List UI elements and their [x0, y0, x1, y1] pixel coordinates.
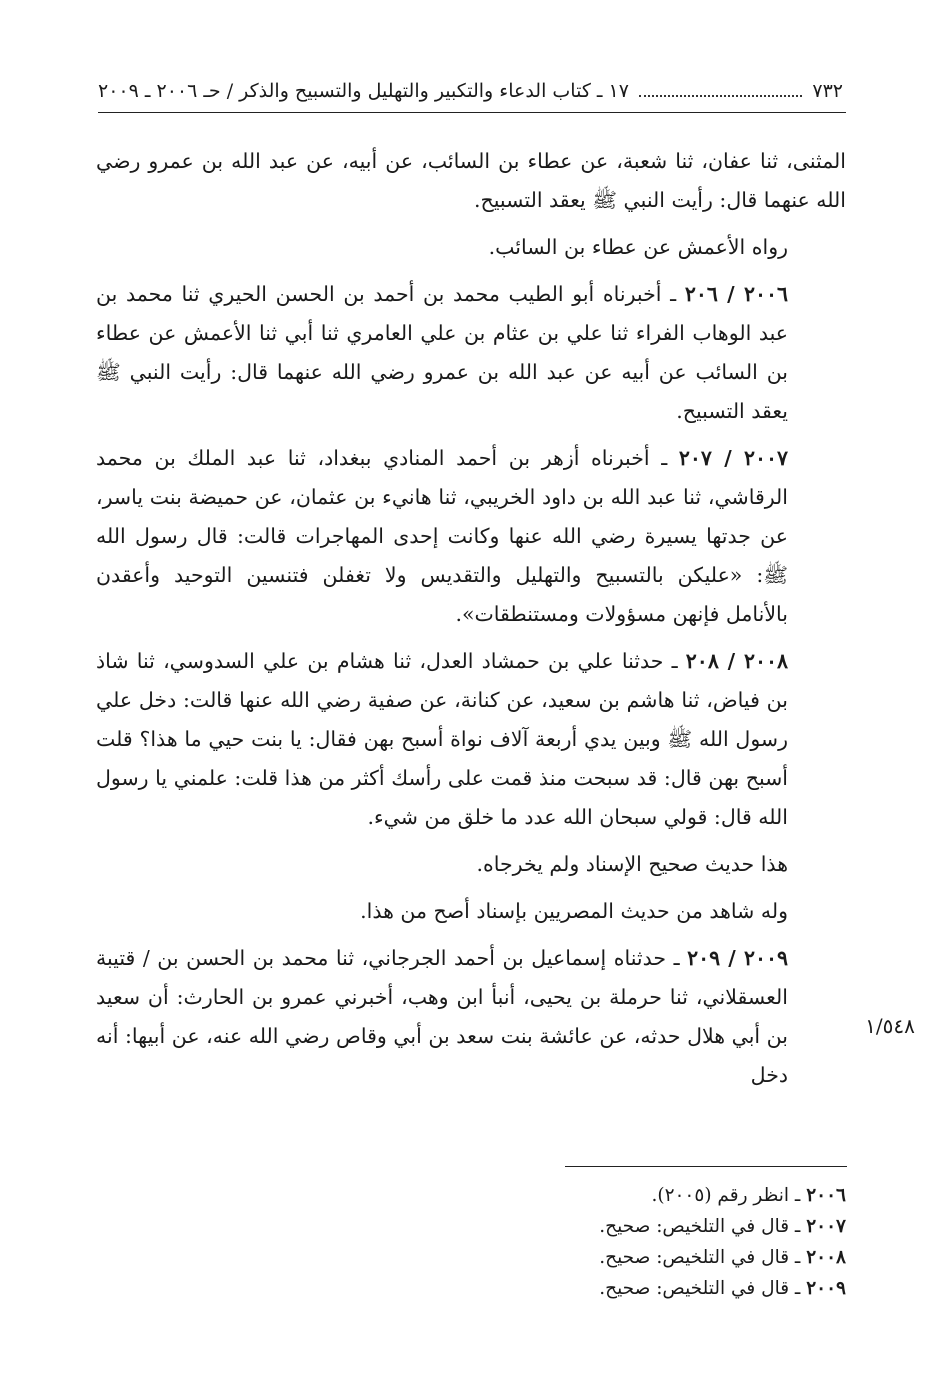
- paragraph-text: رواه الأعمش عن عطاء بن السائب.: [488, 235, 788, 259]
- page-number: ٧٣٢: [812, 80, 843, 102]
- hadith-text: ـ حدثنا علي بن حمشاد العدل، ثنا هشام بن علي السدوسي، ثنا شاذ بن فياض، ثنا هاشم بن سعيد، عن كنانة، عن صفية رضي الله عنها قالت: دخل علي رسول الله ﷺ وبين يدي أربعة آلاف نواة أسبح بهن فقال: يا بنت حيي ما هذا؟ قلت أسبح بهن قال: قد سبحت منذ قمت على رأسك أكثر من هذا قلت: علمني يا رسول الله قال: قولي سبحان الله عدد ما خلق من شيء.: [96, 649, 788, 829]
- hadith-2007: [96, 439, 846, 634]
- footnote-number: ٢٠٠٨: [806, 1247, 846, 1268]
- footnote: [300, 1242, 846, 1273]
- paragraph-continuation: [96, 142, 846, 220]
- paragraph-note: [96, 892, 846, 931]
- hadith-number: ٢٠٠٨ / ٢٠٨: [685, 649, 788, 673]
- hadith-text: ـ أخبرناه أبو الطيب محمد بن أحمد بن الحسن الحيري ثنا محمد بن عبد الوهاب الفراء ثنا علي بن عثام بن علي العامري ثنا أبي ثنا الأعمش عن عطاء بن السائب عن أبيه عن عبد الله بن عمرو رضي الله عنهما قال: رأيت النبي ﷺ يعقد التسبيح.: [96, 282, 789, 423]
- footnote-rule: [565, 1166, 847, 1167]
- footnote-text: ـ قال في التلخيص: صحيح.: [599, 1247, 801, 1268]
- hadith-number: ٢٠٠٦ / ٢٠٦: [684, 282, 788, 306]
- footnote-number: ٢٠٠٩: [806, 1278, 846, 1299]
- hadith-2009: [96, 939, 846, 1095]
- paragraph-note: [96, 845, 846, 884]
- main-text: [96, 142, 846, 1103]
- footnote-number: ٢٠٠٦: [806, 1185, 846, 1206]
- footnote: [300, 1211, 846, 1242]
- footnote-text: ـ انظر رقم (٢٠٠٥).: [651, 1185, 801, 1206]
- paragraph-text: هذا حديث صحيح الإسناد ولم يخرجاه.: [476, 852, 788, 876]
- hadith-2006: [96, 275, 846, 431]
- paragraph-text: المثنى، ثنا عفان، ثنا شعبة، عن عطاء بن السائب، عن أبيه، عن عبد الله بن عمرو رضي الله عنهما قال: رأيت النبي ﷺ يعقد التسبيح.: [96, 149, 846, 212]
- page-header: [98, 78, 843, 104]
- header-dot-leader: [639, 94, 802, 97]
- footnotes: [300, 1180, 846, 1304]
- hadith-number: ٢٠٠٩ / ٢٠٩: [687, 946, 788, 970]
- hadith-2008: [96, 642, 846, 837]
- header-rule: [98, 112, 846, 113]
- footnote-number: ٢٠٠٧: [806, 1216, 846, 1237]
- running-title: ١٧ ـ كتاب الدعاء والتكبير والتهليل والتسبيح والذكر / حـ ٢٠٠٦ ـ ٢٠٠٩: [98, 80, 629, 102]
- footnote-text: ـ قال في التلخيص: صحيح.: [599, 1216, 801, 1237]
- paragraph-text: وله شاهد من حديث المصريين بإسناد أصح من هذا.: [360, 899, 788, 923]
- hadith-text: ـ أخبرناه أزهر بن أحمد المنادي ببغداد، ثنا عبد الملك بن محمد الرقاشي، ثنا عبد الله بن داود الخريبي، ثنا هانيء بن عثمان، عن حميضة بنت ياسر، عن جدتها يسيرة رضي الله عنها وكانت إحدى المهاجرات قالت: قال رسول الله ﷺ: «عليكن بالتسبيح والتهليل والتقديس ولا تغفلن فتنسين التوحيد وأعقدن بالأنامل فإنهن مسؤولات ومستنطقات».: [96, 446, 788, 626]
- footnote: [300, 1273, 846, 1304]
- margin-reference: ١/٥٤٨: [865, 1014, 915, 1038]
- hadith-text: ـ حدثناه إسماعيل بن أحمد الجرجاني، ثنا محمد بن الحسن بن / قتيبة العسقلاني، ثنا حرملة بن يحيى، أنبأ ابن وهب، أخبرني عمرو بن الحارث: أن سعيد بن أبي هلال حدثه، عن عائشة بنت سعد بن أبي وقاص رضي الله عنه، عن أبيها: أنه دخل: [96, 946, 788, 1087]
- footnote: [300, 1180, 846, 1211]
- paragraph-note: [96, 228, 846, 267]
- footnote-text: ـ قال في التلخيص: صحيح.: [599, 1278, 801, 1299]
- hadith-number: ٢٠٠٧ / ٢٠٧: [678, 446, 788, 470]
